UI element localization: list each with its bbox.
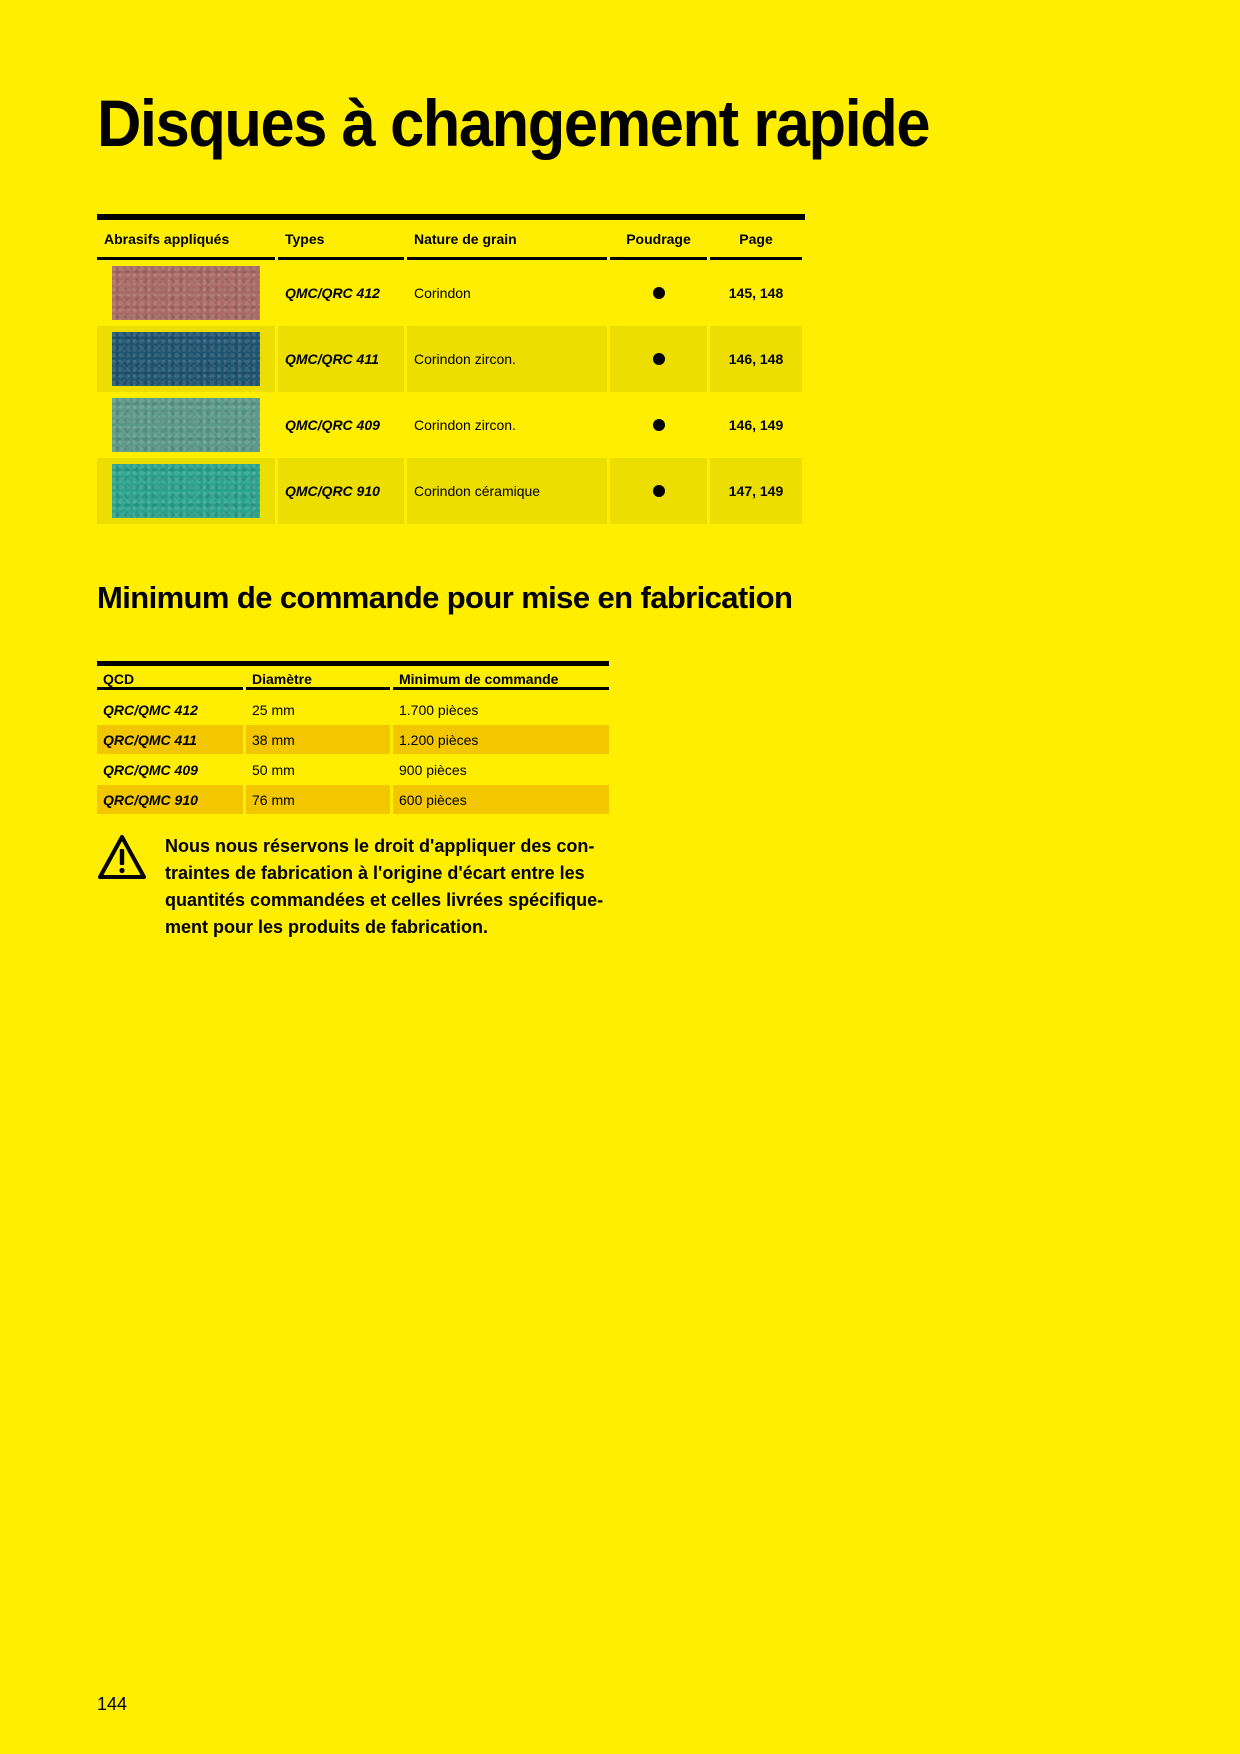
grain-cell: Corindon xyxy=(414,285,471,301)
page-ref-cell: 146, 149 xyxy=(728,417,784,433)
type-cell: QMC/QRC 409 xyxy=(285,417,380,433)
type-cell: QMC/QRC 411 xyxy=(278,326,404,392)
header-types: Types xyxy=(278,220,404,260)
page-title: Disques à changement rapide xyxy=(97,86,930,160)
bullet-dot-icon xyxy=(653,485,665,497)
grain-cell: Corindon céramique xyxy=(407,458,607,524)
product-table-header xyxy=(97,220,805,260)
header-abrasifs: Abrasifs appliqués xyxy=(97,220,275,260)
qcd-cell: QRC/QMC 412 xyxy=(103,701,198,718)
header-diametre: Diamètre xyxy=(246,666,390,690)
abrasive-swatch-image xyxy=(112,332,260,386)
table-row xyxy=(97,392,805,458)
table-row xyxy=(97,754,609,784)
qcd-cell: QRC/QMC 409 xyxy=(103,761,198,778)
abrasive-swatch-image xyxy=(112,266,260,320)
section-title: Minimum de commande pour mise en fabrication xyxy=(97,580,793,615)
bullet-dot-icon xyxy=(653,353,665,365)
table-row xyxy=(97,326,805,392)
abrasive-swatch-image xyxy=(112,464,260,518)
page-ref-cell: 145, 148 xyxy=(728,285,784,301)
warning-icon xyxy=(97,834,147,880)
qcd-cell: QRC/QMC 411 xyxy=(97,725,243,754)
table-row xyxy=(97,784,609,814)
poudrage-cell xyxy=(610,260,707,326)
abrasive-swatch-image xyxy=(112,398,260,452)
grain-cell: Corindon zircon. xyxy=(407,326,607,392)
product-table-body xyxy=(97,260,805,524)
header-grain: Nature de grain xyxy=(407,220,607,260)
table-row xyxy=(97,724,609,754)
bullet-dot-icon xyxy=(653,287,665,299)
header-page: Page xyxy=(710,220,802,260)
diameter-cell: 50 mm xyxy=(252,761,295,778)
bullet-dot-icon xyxy=(653,419,665,431)
minimum-cell: 1.200 pièces xyxy=(393,725,609,754)
page-number: 144 xyxy=(97,1694,128,1714)
diameter-cell: 38 mm xyxy=(246,725,390,754)
page-ref-cell: 146, 148 xyxy=(710,326,802,392)
diameter-cell: 25 mm xyxy=(252,701,295,718)
notice-text: Nous nous réservons le droit d'appliquer des con- traintes de fabrication à l'origine d'écart entre les quantités commandées et celles livrées spécifique- ment pour les produits de fabrication. xyxy=(165,836,604,937)
poudrage-cell xyxy=(610,392,707,458)
minimum-cell: 600 pièces xyxy=(393,785,609,814)
minimum-order-table-header xyxy=(97,666,609,694)
header-poudrage: Poudrage xyxy=(610,220,707,260)
table-row xyxy=(97,260,805,326)
header-qcd: QCD xyxy=(97,666,243,690)
page-ref-cell: 147, 149 xyxy=(710,458,802,524)
poudrage-cell xyxy=(610,458,707,524)
qcd-cell: QRC/QMC 910 xyxy=(97,785,243,814)
type-cell: QMC/QRC 910 xyxy=(278,458,404,524)
minimum-order-table xyxy=(97,661,609,814)
header-minimum: Minimum de commande xyxy=(393,666,609,690)
type-cell: QMC/QRC 412 xyxy=(285,285,380,301)
table-row xyxy=(97,694,609,724)
minimum-cell: 900 pièces xyxy=(399,761,467,778)
minimum-cell: 1.700 pièces xyxy=(399,701,479,718)
product-table xyxy=(97,214,805,524)
minimum-order-table-body xyxy=(97,694,609,814)
table-row xyxy=(97,458,805,524)
poudrage-cell xyxy=(610,326,707,392)
diameter-cell: 76 mm xyxy=(246,785,390,814)
grain-cell: Corindon zircon. xyxy=(414,417,516,433)
